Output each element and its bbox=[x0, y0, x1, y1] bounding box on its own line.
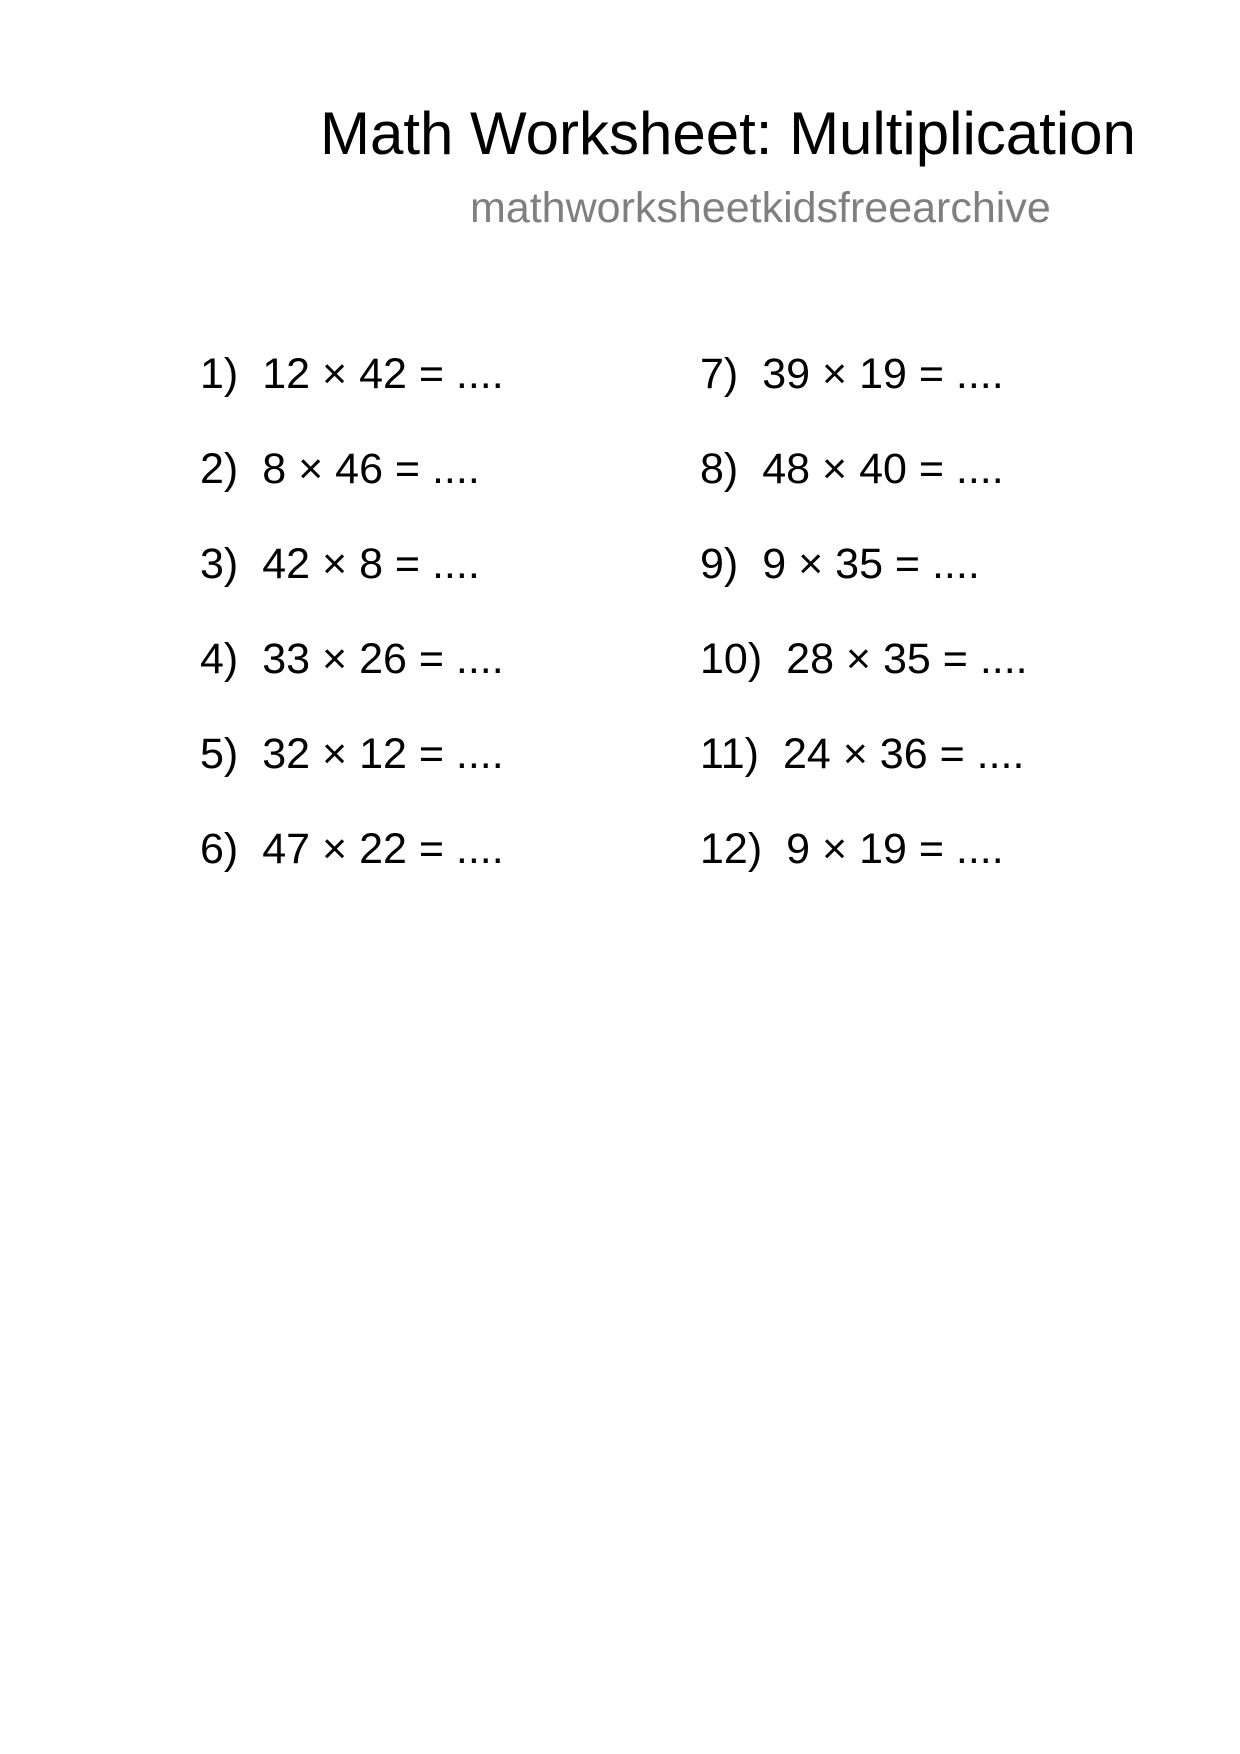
problem-number: 7) bbox=[700, 350, 739, 398]
problem-expression: 33 × 26 = .... bbox=[262, 635, 504, 683]
problem-item bbox=[700, 633, 1028, 728]
problem-item bbox=[200, 348, 504, 443]
problem-expression: 39 × 19 = .... bbox=[762, 350, 1004, 398]
problem-item bbox=[200, 538, 504, 633]
problem-expression: 9 × 19 = .... bbox=[786, 825, 1004, 873]
problem-number: 10) bbox=[700, 635, 763, 683]
problem-number: 8) bbox=[700, 445, 739, 493]
problem-expression: 12 × 42 = .... bbox=[262, 350, 504, 398]
problem-item bbox=[200, 633, 504, 728]
problem-expression: 42 × 8 = .... bbox=[262, 540, 480, 588]
problem-expression: 48 × 40 = .... bbox=[762, 445, 1004, 493]
problem-item bbox=[700, 443, 1028, 538]
problem-number: 2) bbox=[200, 445, 239, 493]
problem-expression: 32 × 12 = .... bbox=[262, 730, 504, 778]
page-title: Math Worksheet: Multiplication bbox=[320, 100, 1136, 167]
problem-column-right bbox=[700, 348, 1028, 918]
problem-number: 1) bbox=[200, 350, 239, 398]
problem-expression: 24 × 36 = .... bbox=[782, 730, 1025, 778]
problem-expression: 47 × 22 = .... bbox=[262, 825, 504, 873]
problem-number: 9) bbox=[700, 540, 739, 588]
problem-column-left bbox=[200, 348, 504, 918]
problem-item bbox=[700, 538, 1028, 633]
problem-expression: 28 × 35 = .... bbox=[786, 635, 1028, 683]
problem-item bbox=[200, 443, 504, 538]
problem-expression: 9 × 35 = .... bbox=[762, 540, 980, 588]
problem-expression: 8 × 46 = .... bbox=[262, 445, 480, 493]
problem-number: 4) bbox=[200, 635, 239, 683]
page-subtitle: mathworksheetkidsfreearchive bbox=[470, 184, 1051, 232]
problem-item bbox=[200, 823, 504, 918]
problem-item bbox=[200, 728, 504, 823]
problem-number: 5) bbox=[200, 730, 239, 778]
problem-item bbox=[700, 728, 1028, 823]
problem-item bbox=[700, 348, 1028, 443]
problem-number: 3) bbox=[200, 540, 239, 588]
problem-number: 6) bbox=[200, 825, 239, 873]
problem-item bbox=[700, 823, 1028, 918]
problem-number: 11) bbox=[700, 730, 759, 778]
problem-number: 12) bbox=[700, 825, 763, 873]
